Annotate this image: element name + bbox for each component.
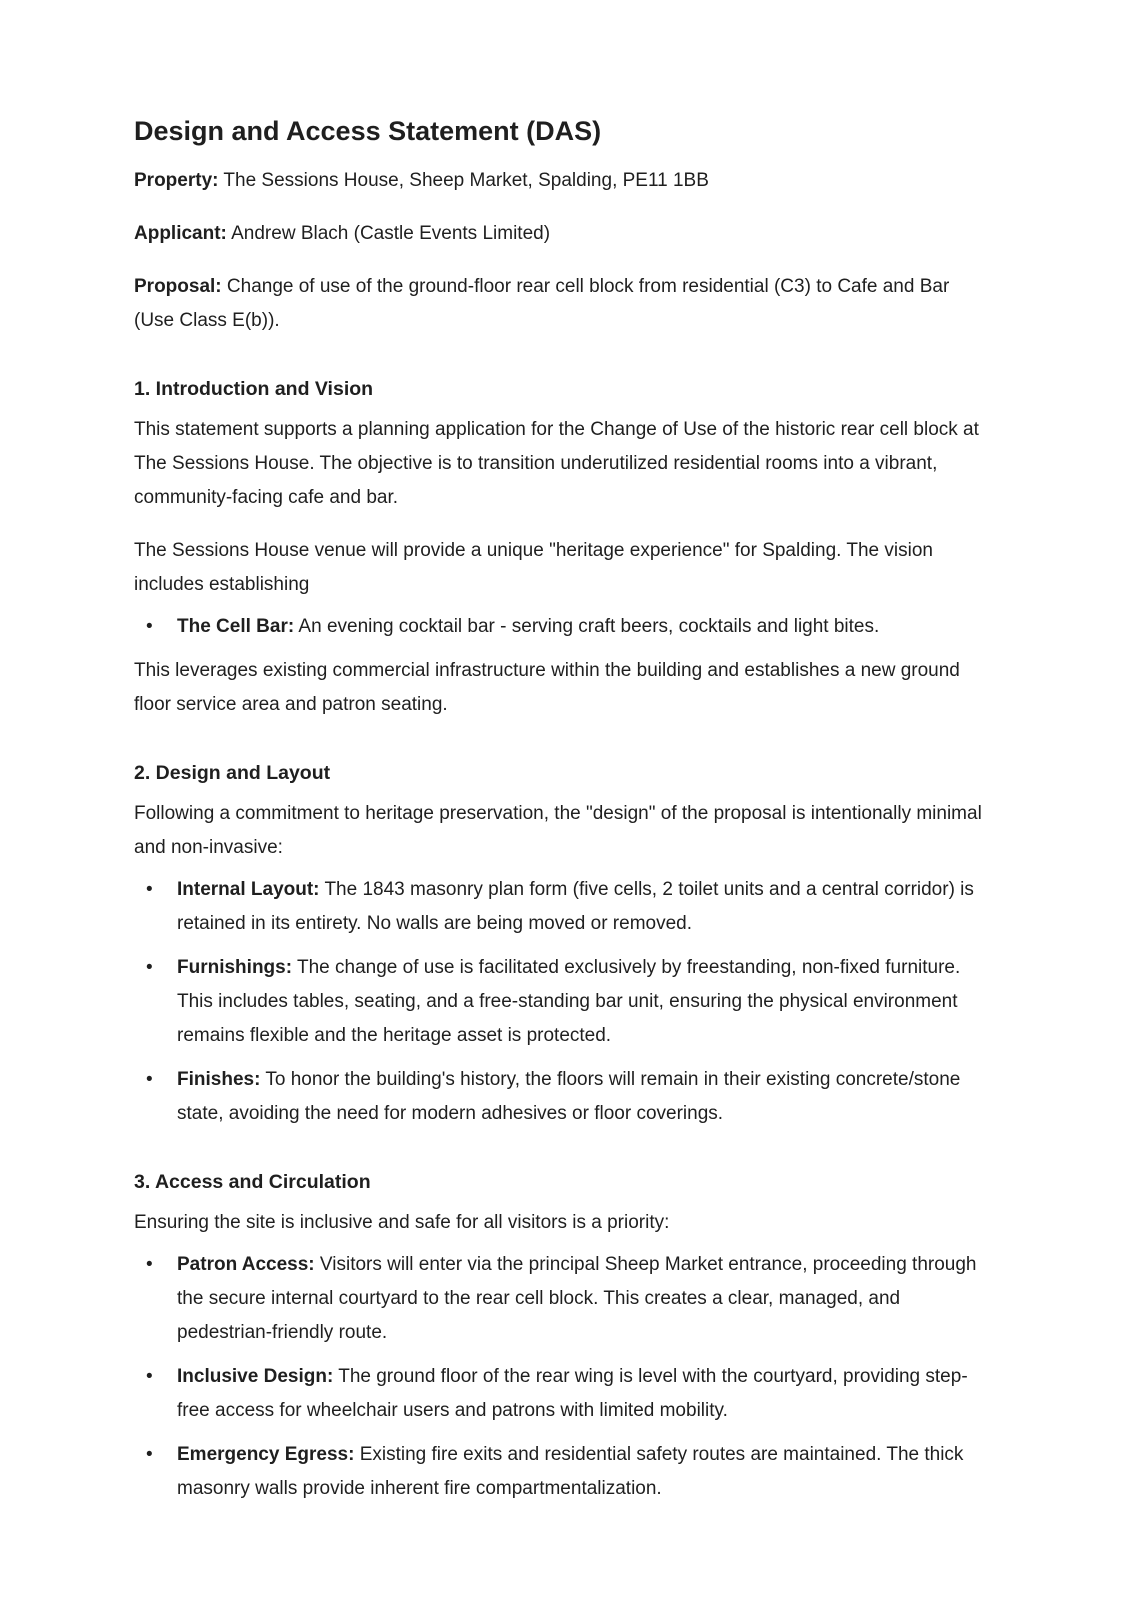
section-1-paragraph-2: The Sessions House venue will provide a unique "heritage experience" for Spalding. The vision includes establishing: [134, 540, 933, 595]
section-1-heading: 1. Introduction and Vision: [134, 378, 374, 400]
section-3-list: [134, 1248, 994, 1506]
list-item: [134, 1438, 994, 1506]
property-value: The Sessions House, Sheep Market, Spalding, PE11 1BB: [218, 170, 709, 191]
section-2-heading: 2. Design and Layout: [134, 762, 331, 784]
section-2-intro: Following a commitment to heritage preservation, the "design" of the proposal is intentionally minimal and non-invasive:: [134, 803, 982, 858]
list-item: [134, 1248, 994, 1350]
proposal-line: [134, 270, 994, 338]
list-item-text: The change of use is facilitated exclusively by freestanding, non-fixed furniture. This includes tables, seating, and a free-standing bar unit, ensuring the physical environment remains flexible and the heritage asset is protected.: [177, 957, 961, 1046]
document-title: Design and Access Statement (DAS): [134, 116, 602, 146]
list-item: [134, 951, 994, 1053]
list-item: [134, 873, 994, 941]
list-item: [134, 610, 994, 644]
section-3-heading: 3. Access and Circulation: [134, 1171, 371, 1193]
list-item: [134, 1063, 994, 1131]
list-item-label: Emergency Egress:: [177, 1444, 355, 1465]
list-item-text: An evening cocktail bar - serving craft beers, cocktails and light bites.: [294, 616, 880, 637]
list-item-text: The ground floor of the rear wing is level with the courtyard, providing step-free access for wheelchair users and patrons with limited mobility.: [177, 1366, 968, 1421]
document-page: [134, 112, 994, 1516]
applicant-value: Andrew Blach (Castle Events Limited): [226, 223, 551, 244]
bullet-glyph: •: [146, 879, 153, 900]
property-line: [134, 164, 994, 198]
list-item-text: The 1843 masonry plan form (five cells, 2 toilet units and a central corridor) is retained in its entirety. No walls are being moved or removed.: [177, 879, 974, 934]
bullet-glyph: •: [146, 1254, 153, 1275]
list-item-text: Existing fire exits and residential safety routes are maintained. The thick masonry walls provide inherent fire compartmentalization.: [177, 1444, 964, 1499]
section-1-paragraph-1: This statement supports a planning application for the Change of Use of the historic rear cell block at The Sessions House. The objective is to transition underutilized residential rooms into a vibrant, community-facing cafe and bar.: [134, 419, 979, 508]
section-3-intro: Ensuring the site is inclusive and safe for all visitors is a priority:: [134, 1212, 670, 1233]
list-item-label: Inclusive Design:: [177, 1366, 334, 1387]
section-1-list: [134, 610, 994, 644]
section-1-paragraph-3: This leverages existing commercial infrastructure within the building and establishes a new ground floor service area and patron seating.: [134, 660, 960, 715]
list-item-text: Visitors will enter via the principal Sheep Market entrance, proceeding through the secure internal courtyard to the rear cell block. This creates a clear, managed, and pedestrian-friendly route.: [177, 1254, 977, 1343]
list-item-label: The Cell Bar:: [177, 616, 295, 637]
bullet-glyph: •: [146, 1444, 153, 1465]
list-item-label: Internal Layout:: [177, 879, 320, 900]
list-item: [134, 1360, 994, 1428]
applicant-line: [134, 217, 994, 251]
section-2-list: [134, 873, 994, 1131]
bullet-glyph: •: [146, 1366, 153, 1387]
bullet-glyph: •: [146, 957, 153, 978]
list-item-label: Furnishings:: [177, 957, 293, 978]
applicant-label: Applicant:: [134, 223, 227, 244]
proposal-value: Change of use of the ground-floor rear cell block from residential (C3) to Cafe and Bar (Use Class E(b)).: [134, 276, 950, 331]
proposal-label: Proposal:: [134, 276, 222, 297]
bullet-glyph: •: [146, 1069, 153, 1090]
list-item-label: Patron Access:: [177, 1254, 315, 1275]
list-item-text: To honor the building's history, the floors will remain in their existing concrete/stone state, avoiding the need for modern adhesives or floor coverings.: [177, 1069, 961, 1124]
list-item-label: Finishes:: [177, 1069, 261, 1090]
property-label: Property:: [134, 170, 219, 191]
bullet-glyph: •: [146, 616, 153, 637]
